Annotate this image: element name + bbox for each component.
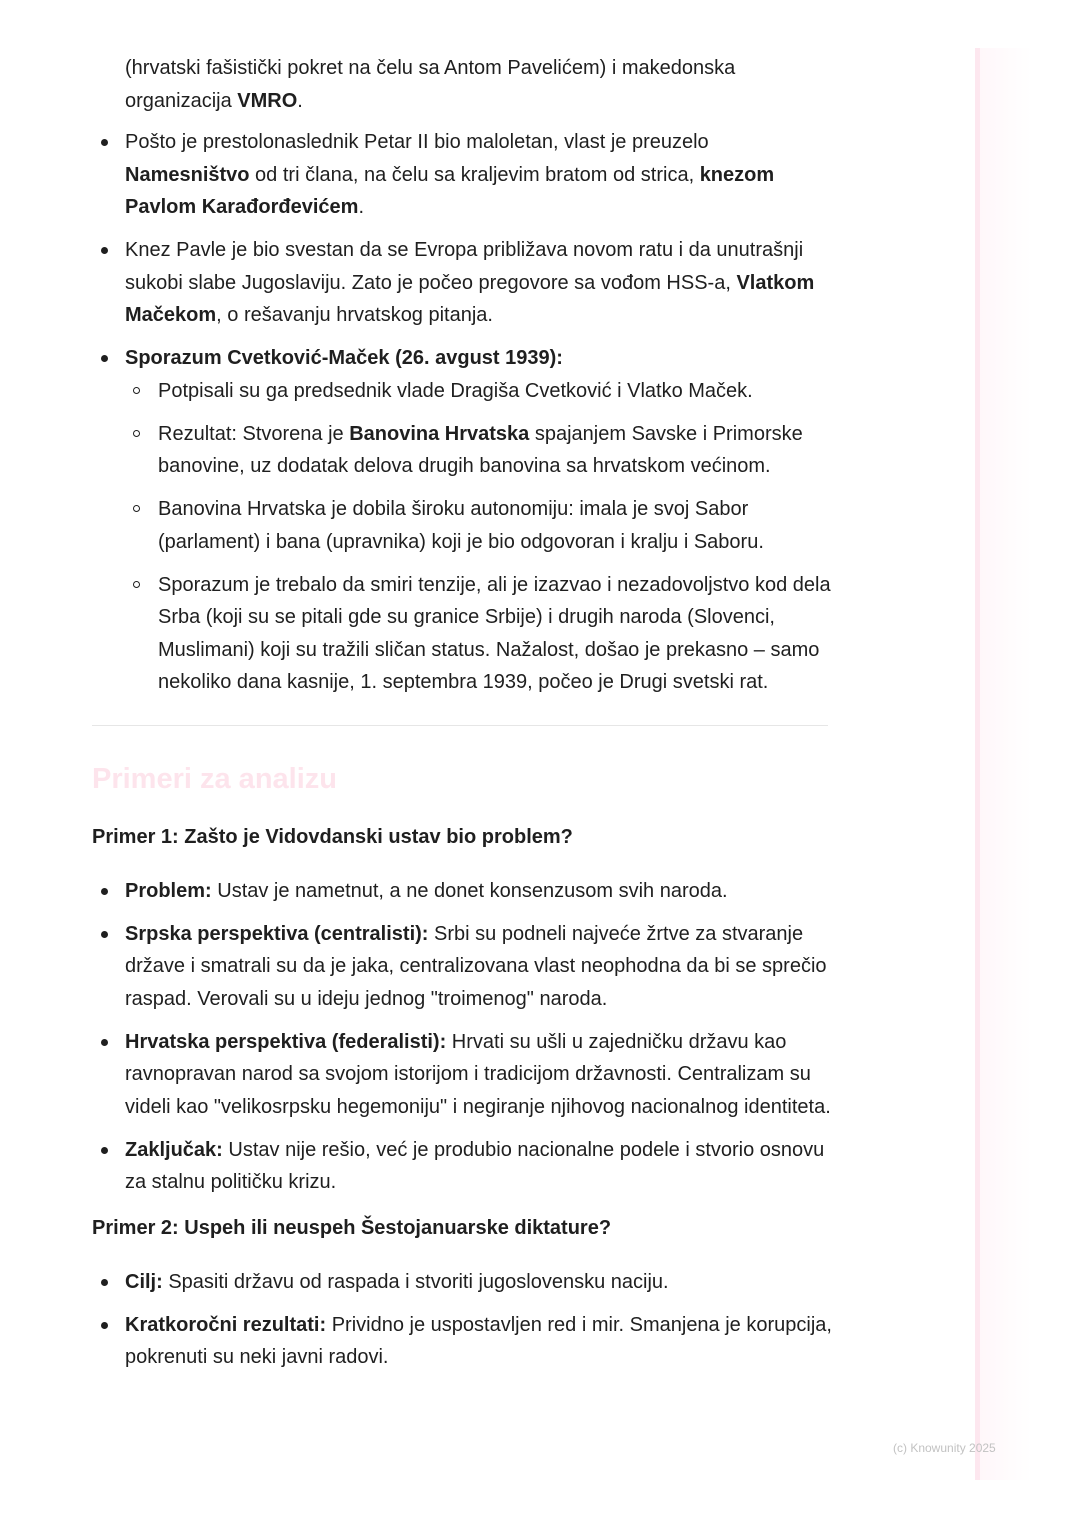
bullet-dot-icon [101, 1322, 108, 1329]
sidebar-accent-strip [975, 48, 980, 1480]
sublist-item: Sporazum je trebalo da smiri tenzije, ali je izazvao i nezadovoljstvo kod dela Srba (koji su se pitali gde su granice Srbije) i drugih naroda (Slovenci, Muslimani) koji su tražili sličan status. Nažalost, došao je prekasno – samo nekoliko dana kasnije, 1. septembra 1939, počeo je Drugi svetski rat. [125, 569, 832, 699]
circle-bullet-icon [133, 581, 140, 588]
list-item: Cilj: Spasiti državu od raspada i stvoriti jugoslovensku naciju. [92, 1266, 832, 1299]
example-2-list [92, 1266, 832, 1374]
document-content [92, 52, 832, 1384]
list-item: Kratkoročni rezultati: Prividno je uspostavljen red i mir. Smanjena je korupcija, pokrenuti su neki javni radovi. [92, 1309, 832, 1374]
sublist-item: Banovina Hrvatska je dobila široku autonomiju: imala je svoj Sabor (parlament) i bana (upravnika) koji je bio odgovoran i kralju i Saboru. [125, 493, 832, 558]
bullet-dot-icon [101, 931, 108, 938]
circle-bullet-icon [133, 505, 140, 512]
list-item: Pošto je prestolonaslednik Petar II bio maloletan, vlast je preuzelo Namesništvo od tri člana, na čelu sa kraljevim bratom od strica, knezom Pavlom Karađorđevićem. [92, 126, 832, 224]
list-item: Problem: Ustav je nametnut, a ne donet konsenzusom svih naroda. [92, 875, 832, 908]
bullet-dot-icon [101, 139, 108, 146]
bullet-list-top [92, 126, 832, 699]
bullet-dot-icon [101, 247, 108, 254]
bullet-dot-icon [101, 355, 108, 362]
intro-continuation: (hrvatski fašistički pokret na čelu sa Antom Pavelićem) i makedonska organizacija VMRO. [125, 57, 736, 112]
section-divider [92, 725, 828, 726]
example-2-title: Primer 2: Uspeh ili neuspeh Šestojanuarske diktature? [92, 1216, 612, 1239]
sporazum-sublist [125, 375, 832, 699]
sporazum-item [92, 342, 832, 699]
list-item: Zaključak: Ustav nije rešio, već je produbio nacionalne podele i stvorio osnovu za stalnu političku krizu. [92, 1134, 832, 1199]
bullet-dot-icon [101, 1147, 108, 1154]
sublist-item: Rezultat: Stvorena je Banovina Hrvatska spajanjem Savske i Primorske banovine, uz dodatak delova drugih banovina sa hrvatskom većinom. [125, 418, 832, 483]
circle-bullet-icon [133, 430, 140, 437]
list-item: Knez Pavle je bio svestan da se Evropa približava novom ratu i da unutrašnji sukobi slabe Jugoslaviju. Zato je počeo pregovore sa vođom HSS-a, Vlatkom Mačekom, o rešavanju hrvatskog pitanja. [92, 234, 832, 332]
sidebar-background [980, 48, 1032, 1480]
bullet-dot-icon [101, 1279, 108, 1286]
vmro-term: VMRO [237, 89, 298, 112]
bullet-dot-icon [101, 1039, 108, 1046]
circle-bullet-icon [133, 387, 140, 394]
bullet-dot-icon [101, 888, 108, 895]
example-1-title: Primer 1: Zašto je Vidovdanski ustav bio problem? [92, 825, 573, 848]
section-heading: Primeri za analizu [92, 762, 337, 795]
sublist-item: Potpisali su ga predsednik vlade Dragiša Cvetković i Vlatko Maček. [125, 375, 832, 408]
list-item: Srpska perspektiva (centralisti): Srbi su podneli najveće žrtve za stvaranje države i smatrali su da je jaka, centralizovana vlast neophodna da bi se sprečio raspad. Verovali su u ideju jednog "troimenog" naroda. [92, 918, 832, 1016]
example-1-list [92, 875, 832, 1199]
watermark: (c) Knowunity 2025 [893, 1441, 996, 1455]
list-item: Hrvatska perspektiva (federalisti): Hrvati su ušli u zajedničku državu kao ravnopravan narod sa svojom istorijom i tradicijom državnosti. Centralizam su videli kao "velikosrpsku hegemoniju" i negiranje njihovog nacionalnog identiteta. [92, 1026, 832, 1124]
sporazum-heading: Sporazum Cvetković-Maček (26. avgust 1939): [125, 347, 563, 369]
